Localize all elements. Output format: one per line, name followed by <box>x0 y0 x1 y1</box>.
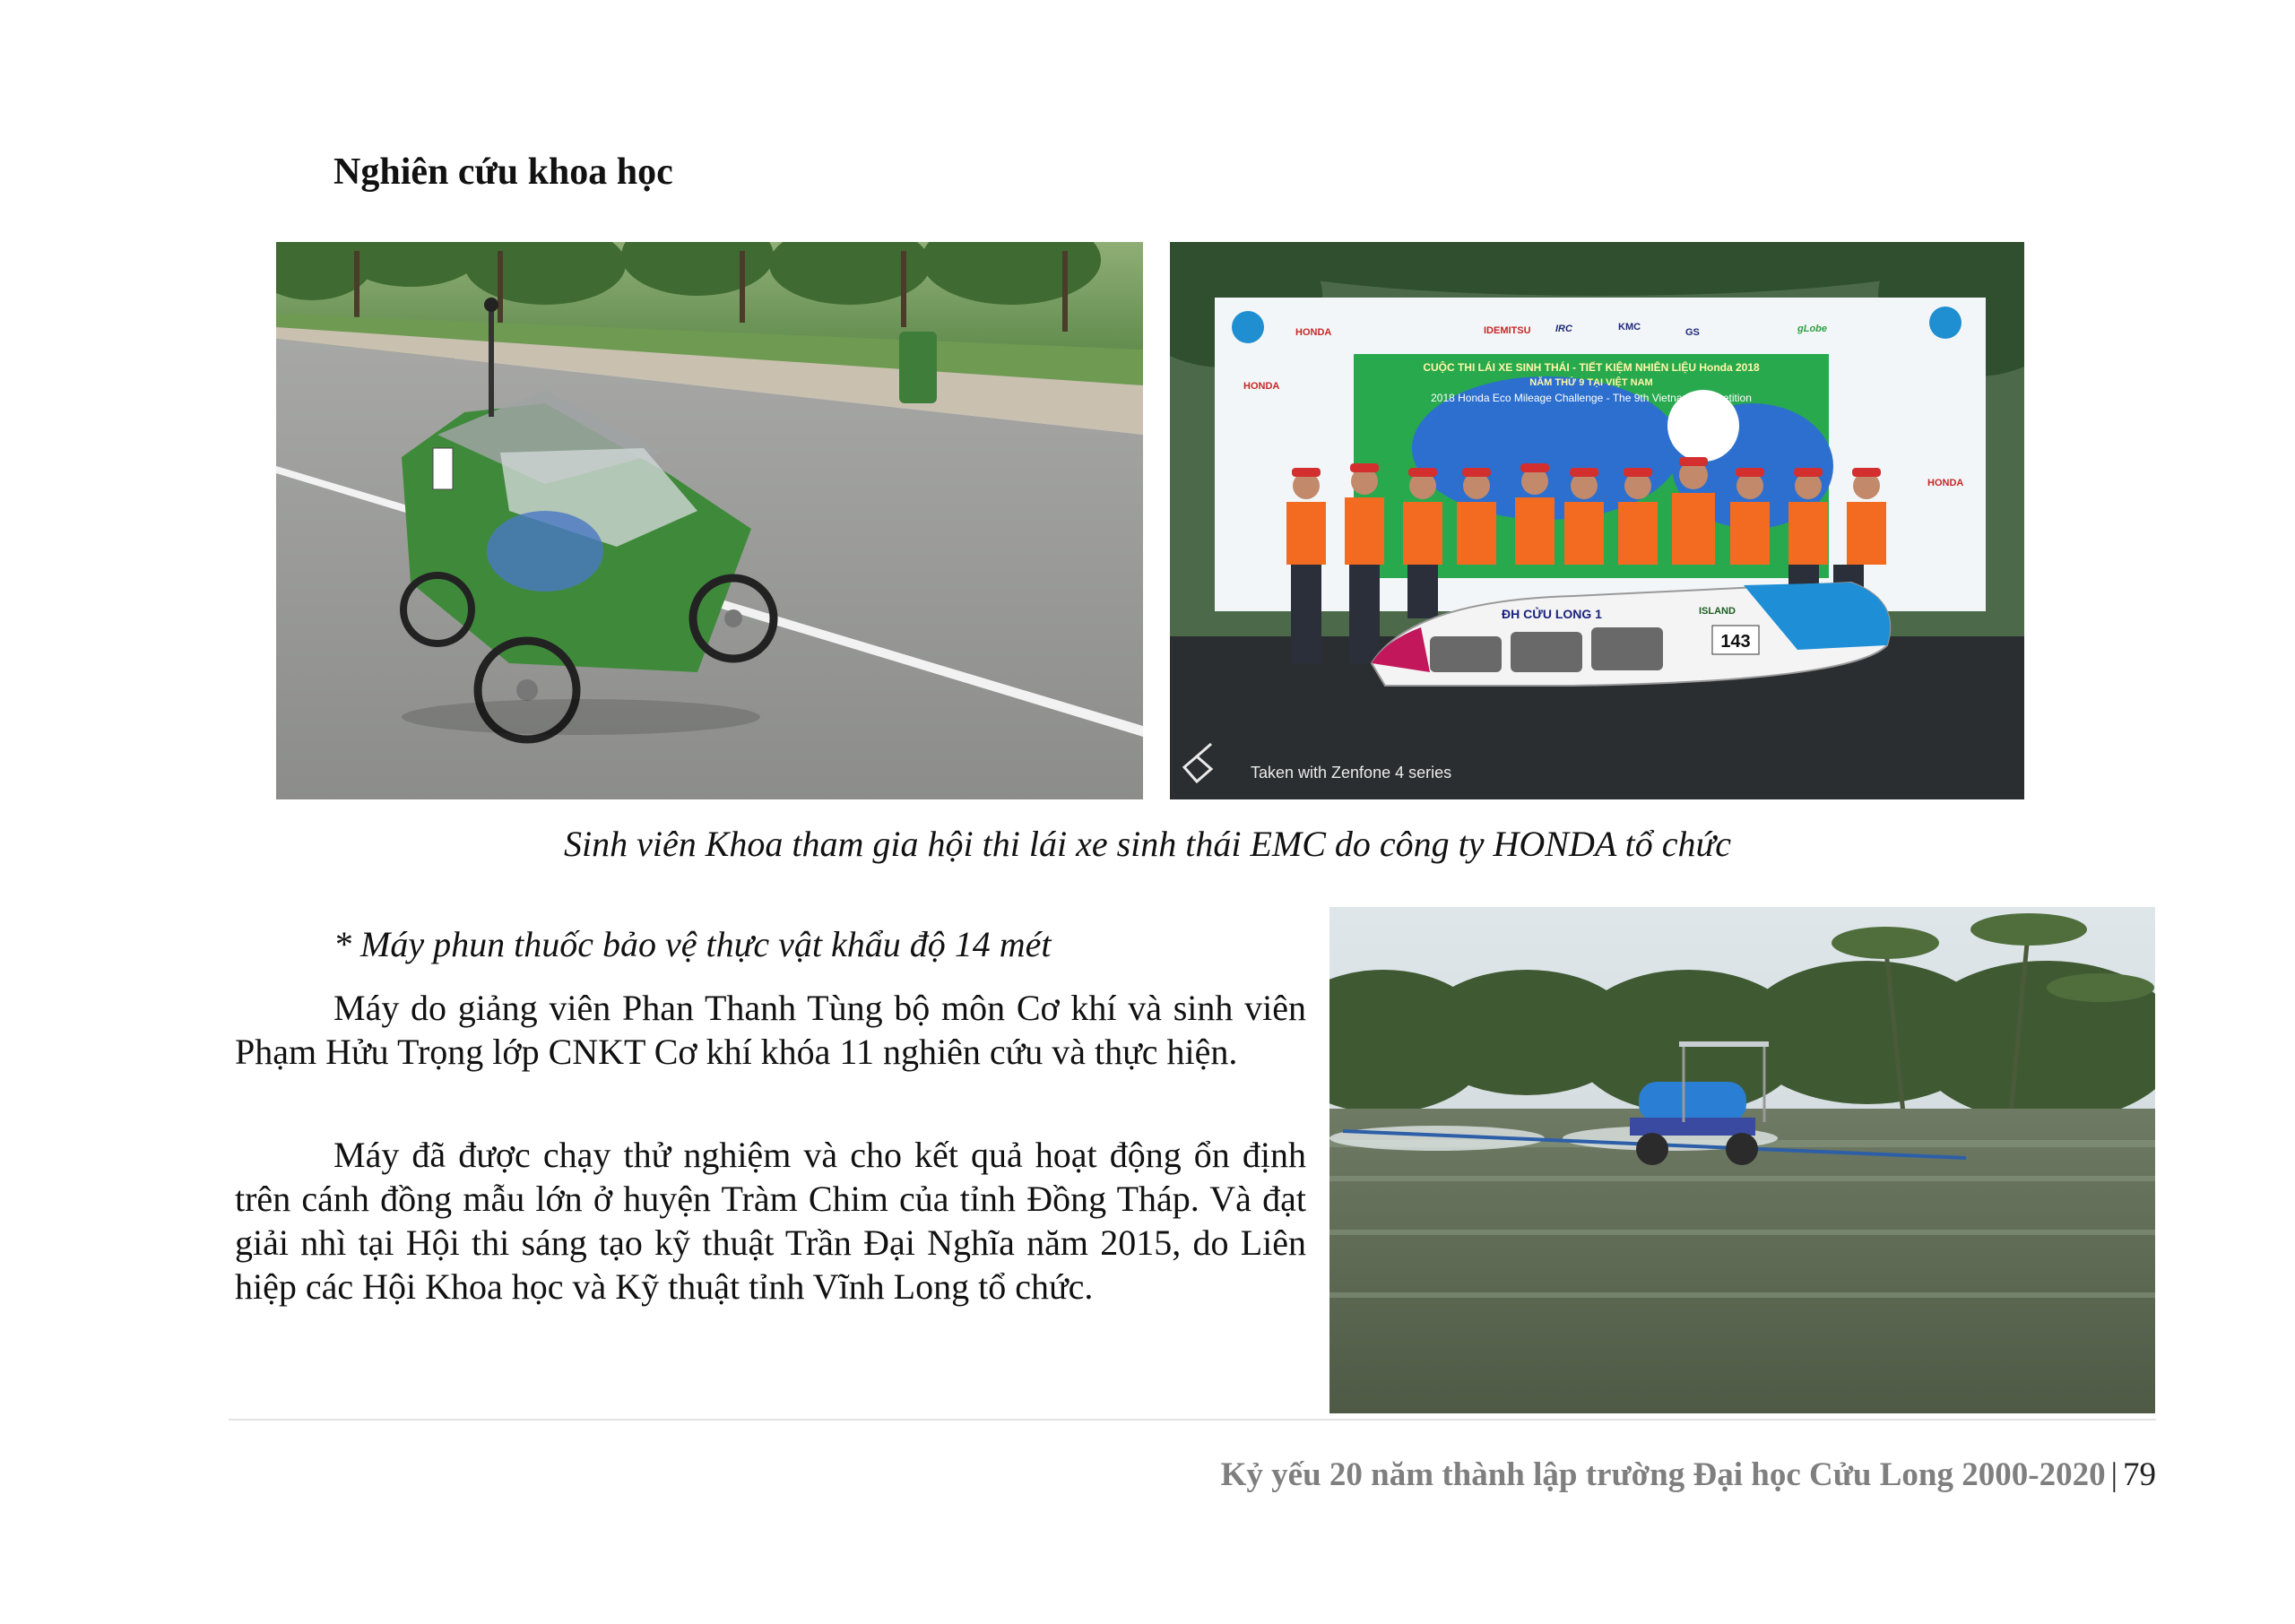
footer-title: Kỷ yếu 20 năm thành lập trường Đại học Cửu Long 2000-2020 <box>1220 1456 2106 1493</box>
sponsor-irc: IRC <box>1555 324 1572 334</box>
figure-caption: Sinh viên Khoa tham gia hội thi lái xe sinh thái EMC do công ty HONDA tổ chức <box>563 824 1732 864</box>
paragraph-1: Máy do giảng viên Phan Thanh Tùng bộ môn Cơ khí và sinh viên Phạm Hửu Trọng lớp CNKT Cơ khí khóa 11 nghiên cứu và thực hiện. <box>235 988 1306 1072</box>
eco-car-illustration <box>276 242 1143 799</box>
sponsor-honda-2: HONDA <box>1243 381 1280 392</box>
page-number: 79 <box>2123 1456 2156 1493</box>
section-heading: Nghiên cứu khoa học <box>333 151 673 193</box>
sponsor-idemitsu: IDEMITSU <box>1484 325 1531 336</box>
sponsor-kmc: KMC <box>1618 322 1641 333</box>
vehicle-label: ĐH CỬU LONG 1 <box>1502 607 1602 621</box>
page-footer <box>1221 1456 2156 1494</box>
banner-title-vn: CUỘC THI LÁI XE SINH THÁI - TIẾT KIỆM NHIÊN LIỆU Honda 2018 <box>1423 361 1760 374</box>
footer-divider <box>229 1419 2156 1421</box>
sponsor-honda-1: HONDA <box>1295 327 1332 338</box>
team-banner-photo <box>1170 242 2024 799</box>
sponsor-honda-3: HONDA <box>1927 478 1964 488</box>
sponsor-island: ISLAND <box>1699 606 1736 617</box>
sponsor-gs: GS <box>1685 327 1700 338</box>
sponsor-globe: gLobe <box>1797 324 1827 334</box>
machine-subheading: * Máy phun thuốc bảo vệ thực vật khẩu độ 14 mét <box>333 924 1052 964</box>
sprayer-illustration <box>1329 907 2155 1413</box>
team-illustration <box>1170 242 2024 799</box>
footer-separator: | <box>2110 1456 2117 1493</box>
banner-subtitle-vn: NĂM THỨ 9 TẠI VIỆT NAM <box>1529 377 1653 388</box>
sprayer-field-photo <box>1329 907 2155 1413</box>
camera-watermark: Taken with Zenfone 4 series <box>1251 764 1452 782</box>
eco-car-photo <box>276 242 1143 799</box>
paragraph-2: Máy đã được chạy thử nghiệm và cho kết quả hoạt động ổn định trên cánh đồng mẫu lớn ở huyện Tràm Chim của tỉnh Đồng Tháp. Và đạt giải nhì tại Hội thi sáng tạo kỹ thuật Trần Đại Nghĩa năm 2015, do Liên hiệp các Hội Khoa học và Kỹ thuật tỉnh Vĩnh Long tổ chức. <box>235 1135 1306 1307</box>
vehicle-number: 143 <box>1720 632 1751 652</box>
banner-title-en: 2018 Honda Eco Mileage Challenge - The 9th Vietnam Competition <box>1431 392 1752 404</box>
